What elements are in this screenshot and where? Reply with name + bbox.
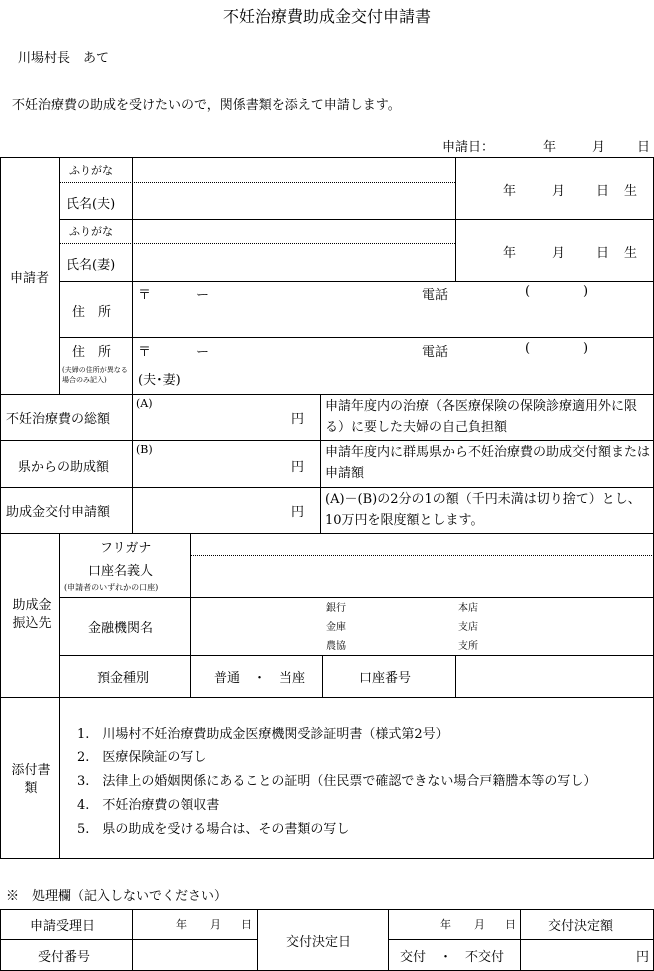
alt-phone-label: 電話 xyxy=(422,345,449,360)
address-field[interactable] xyxy=(136,300,652,334)
wife-name-field[interactable] xyxy=(134,246,454,279)
attachment-item-4: 4. 不妊治療費の領収書 xyxy=(77,798,220,813)
institution-field[interactable] xyxy=(193,600,651,653)
intro-text: 不妊治療費の助成を受けたいので，関係書類を添えて申請します。 xyxy=(12,98,401,113)
postal-mark: 〒 xyxy=(138,288,152,303)
wife-furigana-field[interactable] xyxy=(134,221,454,242)
received-date-month: 月 xyxy=(210,918,221,931)
kana-label: フリガナ xyxy=(100,541,152,556)
branch-type-branch: 支店 xyxy=(458,622,478,633)
application-date-day[interactable]: 日 xyxy=(637,140,651,155)
branch-type-office: 支所 xyxy=(458,641,478,652)
phone-label: 電話 xyxy=(422,288,449,303)
husband-birth-suffix: 生 xyxy=(624,184,638,199)
decision-amount-unit: 円 xyxy=(636,950,650,965)
wife-birth-day[interactable]: 日 xyxy=(596,246,610,261)
bank-section-label: 助成金振込先 xyxy=(12,598,52,631)
alt-phone-paren-open: ( xyxy=(525,341,531,356)
prefecture-grant-note: 申請年度内に群馬県から不妊治療費の助成交付額または申請額 xyxy=(325,445,651,481)
bank-type-nokyo: 農協 xyxy=(326,641,346,652)
husband-name-label: 氏名(夫) xyxy=(66,197,116,212)
receipt-number-label: 受付番号 xyxy=(38,950,91,965)
account-holder-note: (申請者のいずれかの口座) xyxy=(64,583,159,592)
account-number-label: 口座番号 xyxy=(359,671,412,686)
alt-phone-paren-close: ) xyxy=(583,341,589,356)
alt-address-label: 住 所 xyxy=(72,345,112,360)
phone-paren-close: ) xyxy=(583,284,589,299)
prefecture-grant-unit: 円 xyxy=(291,460,305,475)
wife-name-label: 氏名(妻) xyxy=(66,258,116,273)
wife-birth-suffix: 生 xyxy=(624,246,638,261)
attachment-item-2: 2. 医療保険証の写し xyxy=(77,750,207,765)
processing-heading: ※ 処理欄（記入しないでください） xyxy=(6,889,228,904)
postal-dash: ー xyxy=(196,288,210,303)
requested-amount-field[interactable] xyxy=(136,490,316,530)
account-holder-name-field[interactable] xyxy=(193,559,651,595)
grant-options: 交付 ・ 不交付 xyxy=(400,950,505,965)
husband-wife-note: (夫･妻) xyxy=(138,373,181,388)
total-cost-unit: 円 xyxy=(291,412,305,427)
alt-address-field[interactable] xyxy=(190,358,652,391)
account-holder-kana-field[interactable] xyxy=(193,536,651,554)
application-date-year[interactable]: 年 xyxy=(543,140,557,155)
attachments-label: 添付書類 xyxy=(11,763,51,796)
attachment-item-5: 5. 県の助成を受ける場合は、その書類の写し xyxy=(77,822,350,837)
total-cost-label: 不妊治療費の総額 xyxy=(6,412,111,427)
prefecture-grant-label: 県からの助成額 xyxy=(18,460,110,475)
application-date-label: 申請日： xyxy=(442,140,495,155)
account-holder-label: 口座名義人 xyxy=(88,564,154,579)
decision-amount-label: 交付決定額 xyxy=(548,919,614,934)
application-date-month[interactable]: 月 xyxy=(592,140,606,155)
applicant-section-label: 申請者 xyxy=(10,271,50,286)
bank-type-shinkin: 金庫 xyxy=(326,622,346,633)
alt-postal-mark: 〒 xyxy=(138,345,152,360)
phone-paren-open: ( xyxy=(525,284,531,299)
attachment-item-3: 3. 法律上の婚姻関係にあることの証明（住民票で確認できない場合戸籍謄本等の写し） xyxy=(77,774,597,789)
deposit-type-options[interactable]: 普通 ・ 当座 xyxy=(214,671,306,686)
deposit-type-label: 預金種別 xyxy=(97,671,150,686)
requested-amount-note: (A)－(B)の2分の1の額（千円未満は切り捨て）とし、10万円を限度額とします。 xyxy=(325,492,641,528)
requested-amount-label: 助成金交付申請額 xyxy=(6,505,111,520)
received-date-label: 申請受理日 xyxy=(30,919,96,934)
bank-type-bank: 銀行 xyxy=(326,603,346,614)
wife-birth-month[interactable]: 月 xyxy=(552,246,566,261)
total-cost-note: 申請年度内の治療（各医療保険の保険診療適用外に限る）に要した夫婦の自己負担額 xyxy=(325,399,638,435)
account-number-field[interactable] xyxy=(458,658,651,694)
institution-label: 金融機関名 xyxy=(88,621,154,636)
husband-name-field[interactable] xyxy=(134,185,454,217)
page-title: 不妊治療費助成金交付申請書 xyxy=(222,7,431,26)
requested-amount-unit: 円 xyxy=(291,505,305,520)
received-date-year: 年 xyxy=(176,918,187,931)
decision-date-label: 交付決定日 xyxy=(286,935,352,950)
furigana-label-wife: ふりがな xyxy=(69,225,113,238)
total-cost-field[interactable] xyxy=(136,398,316,438)
received-date-day: 日 xyxy=(241,918,252,931)
prefecture-grant-code: (B) xyxy=(136,443,153,456)
decision-date-month: 月 xyxy=(474,918,485,931)
husband-furigana-field[interactable] xyxy=(134,160,454,182)
addressee: 川場村長 あて xyxy=(18,51,110,66)
alt-address-note: (夫婦の住所が異なる場合のみ記入) xyxy=(62,366,128,384)
total-cost-code: (A) xyxy=(136,397,153,410)
husband-birth-month[interactable]: 月 xyxy=(552,184,566,199)
decision-date-day: 日 xyxy=(505,918,516,931)
husband-birth-day[interactable]: 日 xyxy=(596,184,610,199)
prefecture-grant-field[interactable] xyxy=(136,444,316,484)
furigana-label-husband: ふりがな xyxy=(69,164,113,177)
alt-postal-dash: ー xyxy=(196,345,210,360)
branch-type-main: 本店 xyxy=(458,603,478,614)
wife-birth-year[interactable]: 年 xyxy=(503,246,517,261)
address-label: 住 所 xyxy=(72,305,112,320)
husband-birth-year[interactable]: 年 xyxy=(503,184,517,199)
attachment-item-1: 1. 川場村不妊治療費助成金医療機関受診証明書（様式第2号） xyxy=(77,727,449,742)
decision-date-year: 年 xyxy=(440,918,451,931)
